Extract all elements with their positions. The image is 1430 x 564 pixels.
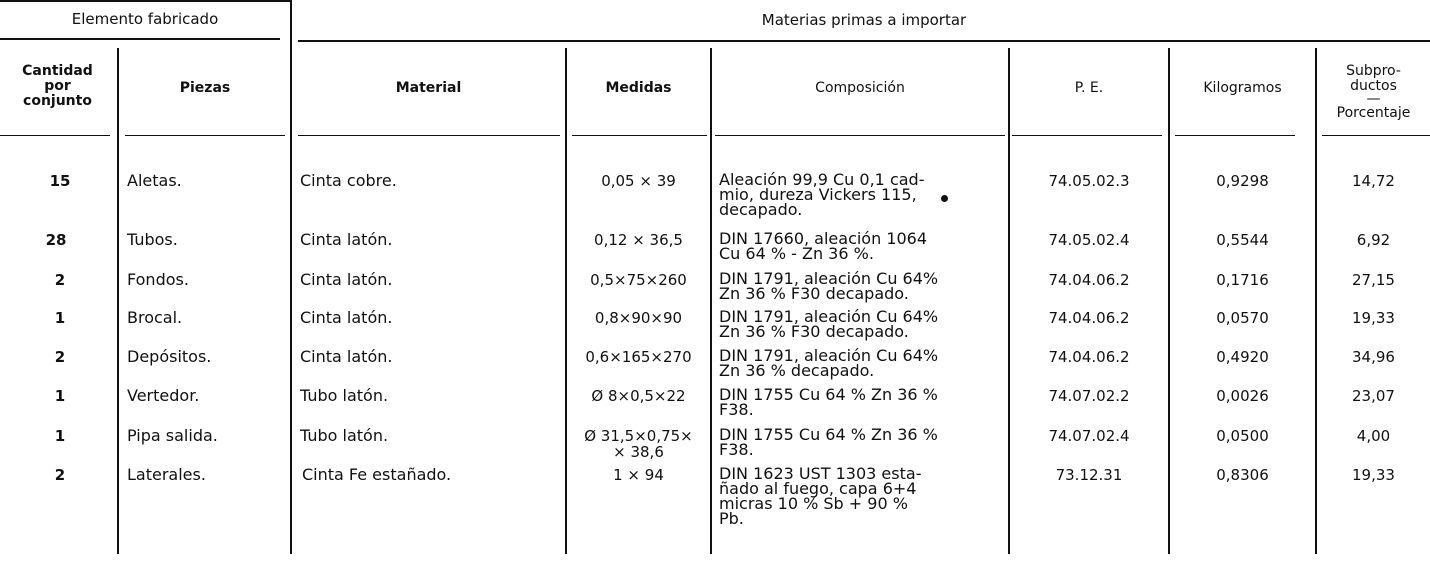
row-pe: 74.07.02.2 bbox=[1048, 387, 1130, 405]
row-pieza: Tubos. bbox=[127, 230, 178, 249]
composicion-line: DIN 1623 UST 1303 esta- bbox=[719, 464, 922, 483]
header-subproductos-dash: — bbox=[1366, 91, 1381, 107]
row-material: Cinta Fe estañado. bbox=[302, 465, 452, 484]
header-subproductos-line3: Porcentaje bbox=[1336, 105, 1411, 121]
ink-dot bbox=[941, 195, 948, 202]
row-pieza: Vertedor. bbox=[127, 386, 200, 405]
header-elemento-fabricado: Elemento fabricado bbox=[71, 10, 219, 28]
row-porcentaje: 19,33 bbox=[1352, 309, 1395, 327]
row-porcentaje: 34,96 bbox=[1352, 348, 1395, 366]
composicion-line: Zn 36 % F30 decapado. bbox=[719, 284, 909, 303]
row-medidas: 1 × 94 bbox=[613, 466, 664, 484]
rule-under-composicion bbox=[715, 135, 1005, 136]
row-pe: 74.04.06.2 bbox=[1048, 309, 1130, 327]
row-kilogramos: 0,5544 bbox=[1216, 231, 1269, 249]
header-materias-primas: Materias primas a importar bbox=[761, 11, 967, 29]
row-material: Tubo latón. bbox=[300, 386, 389, 405]
header-composicion: Composición bbox=[815, 80, 905, 96]
row-cantidad: 2 bbox=[54, 348, 66, 366]
row-composicion bbox=[719, 231, 1013, 261]
row-medidas: 0,05 × 39 bbox=[601, 172, 676, 190]
header-cantidad-line1: Cantidad bbox=[22, 63, 93, 79]
row-pieza: Fondos. bbox=[127, 270, 189, 289]
row-pe: 74.04.06.2 bbox=[1048, 348, 1130, 366]
rule-under-piezas bbox=[125, 135, 285, 136]
row-composicion bbox=[719, 309, 1013, 339]
header-medidas: Medidas bbox=[605, 80, 672, 96]
row-porcentaje: 23,07 bbox=[1352, 387, 1395, 405]
row-pe: 73.12.31 bbox=[1055, 466, 1123, 484]
row-kilogramos: 0,8306 bbox=[1216, 466, 1269, 484]
row-pe: 74.05.02.4 bbox=[1048, 231, 1130, 249]
composicion-line: DIN 17660, aleación 1064 bbox=[719, 229, 928, 248]
rule-under-elemento bbox=[0, 38, 280, 40]
rule-top-elemento bbox=[0, 0, 290, 2]
row-composicion bbox=[719, 348, 1013, 378]
row-composicion bbox=[719, 172, 1013, 217]
row-composicion bbox=[719, 271, 1013, 301]
composicion-line: F38. bbox=[719, 400, 754, 419]
composicion-line: DIN 1791, aleación Cu 64% bbox=[719, 346, 939, 365]
rule-under-pe bbox=[1012, 135, 1162, 136]
row-porcentaje: 6,92 bbox=[1356, 231, 1391, 249]
header-piezas: Piezas bbox=[179, 80, 231, 96]
row-material: Cinta latón. bbox=[300, 347, 393, 366]
composicion-line: ñado al fuego, capa 6+4 bbox=[719, 479, 917, 498]
header-cantidad bbox=[0, 64, 115, 109]
row-kilogramos: 0,1716 bbox=[1216, 271, 1269, 289]
row-composicion bbox=[719, 387, 1013, 417]
row-material: Cinta latón. bbox=[300, 230, 393, 249]
header-kilogramos: Kilogramos bbox=[1203, 80, 1282, 96]
row-porcentaje: 14,72 bbox=[1352, 172, 1395, 190]
row-cantidad: 1 bbox=[54, 387, 66, 405]
rule-under-cantidad bbox=[0, 135, 110, 136]
row-cantidad: 28 bbox=[45, 231, 67, 249]
composicion-line: DIN 1791, aleación Cu 64% bbox=[719, 269, 939, 288]
row-pieza: Pipa salida. bbox=[127, 426, 218, 445]
composicion-line: Cu 64 % - Zn 36 %. bbox=[719, 244, 874, 263]
row-material: Cinta latón. bbox=[300, 308, 393, 327]
row-medidas: 0,8×90×90 bbox=[594, 309, 683, 327]
row-pe: 74.07.02.4 bbox=[1048, 427, 1130, 445]
rule-under-medidas bbox=[572, 135, 707, 136]
row-kilogramos: 0,0570 bbox=[1216, 309, 1269, 327]
row-material: Tubo latón. bbox=[300, 426, 389, 445]
row-kilogramos: 0,9298 bbox=[1216, 172, 1269, 190]
row-medidas: 0,12 × 36,5 bbox=[594, 231, 683, 249]
header-cantidad-line2: por bbox=[44, 78, 71, 94]
header-subproductos bbox=[1317, 64, 1430, 121]
composicion-line: decapado. bbox=[719, 200, 803, 219]
composicion-line: Zn 36 % decapado. bbox=[719, 361, 875, 380]
composicion-line: Pb. bbox=[719, 509, 744, 528]
row-kilogramos: 0,0500 bbox=[1216, 427, 1269, 445]
row-cantidad: 1 bbox=[54, 309, 66, 327]
row-pe: 74.04.06.2 bbox=[1048, 271, 1130, 289]
composicion-line: DIN 1755 Cu 64 % Zn 36 % bbox=[719, 425, 938, 444]
composicion-line: mio, dureza Vickers 115, bbox=[719, 185, 917, 204]
row-cantidad: 15 bbox=[49, 172, 71, 190]
row-kilogramos: 0,0026 bbox=[1216, 387, 1269, 405]
row-porcentaje: 4,00 bbox=[1356, 427, 1391, 445]
header-subproductos-line1: Subpro- bbox=[1346, 63, 1401, 79]
row-pieza: Aletas. bbox=[127, 171, 182, 190]
rule-under-material bbox=[298, 135, 560, 136]
row-porcentaje: 27,15 bbox=[1352, 271, 1395, 289]
composicion-line: DIN 1791, aleación Cu 64% bbox=[719, 307, 939, 326]
row-cantidad: 1 bbox=[54, 427, 66, 445]
header-cantidad-line3: conjunto bbox=[23, 93, 92, 109]
row-cantidad: 2 bbox=[54, 466, 66, 484]
rule-under-subproductos bbox=[1322, 135, 1430, 136]
composicion-line: F38. bbox=[719, 440, 754, 459]
row-pieza: Depósitos. bbox=[127, 347, 212, 366]
row-pieza: Brocal. bbox=[127, 308, 183, 327]
row-medidas: Ø 8×0,5×22 bbox=[591, 387, 686, 405]
header-subproductos-line2: ductos bbox=[1350, 78, 1397, 94]
composicion-line: Zn 36 % F30 decapado. bbox=[719, 322, 909, 341]
rule-v-medidas bbox=[710, 48, 712, 554]
row-pe: 74.05.02.3 bbox=[1048, 172, 1130, 190]
row-composicion bbox=[719, 466, 1013, 526]
rule-under-materias bbox=[298, 40, 1430, 42]
row-medidas: Ø 31,5×0,75× × 38,6 bbox=[584, 427, 693, 461]
row-composicion bbox=[719, 427, 1013, 457]
header-material: Material bbox=[395, 80, 462, 96]
rule-under-kilogramos bbox=[1175, 135, 1295, 136]
rule-v-cantidad bbox=[117, 48, 119, 554]
row-cantidad: 2 bbox=[54, 271, 66, 289]
row-kilogramos: 0,4920 bbox=[1216, 348, 1269, 366]
header-pe: P. E. bbox=[1074, 80, 1104, 96]
row-pieza: Laterales. bbox=[127, 465, 206, 484]
composicion-line: DIN 1755 Cu 64 % Zn 36 % bbox=[719, 385, 938, 404]
row-porcentaje: 19,33 bbox=[1352, 466, 1395, 484]
row-material: Cinta cobre. bbox=[300, 171, 397, 190]
row-medidas: 0,6×165×270 bbox=[585, 348, 692, 366]
composicion-line: Aleación 99,9 Cu 0,1 cad- bbox=[719, 170, 925, 189]
composicion-line: micras 10 % Sb + 90 % bbox=[719, 494, 908, 513]
row-material: Cinta latón. bbox=[300, 270, 393, 289]
row-medidas: 0,5×75×260 bbox=[590, 271, 687, 289]
